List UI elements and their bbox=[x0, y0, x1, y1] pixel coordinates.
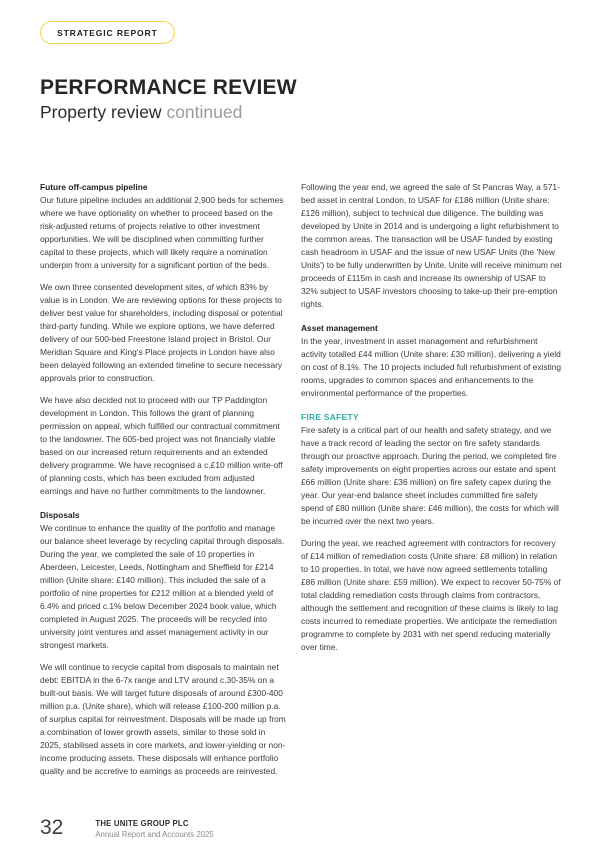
section-tag-label: STRATEGIC REPORT bbox=[57, 28, 158, 38]
paragraph: During the year, we reached agreement with contractors for recovery of £14 million of remediation costs (Unite share: £8 million) in relation to 10 properties. In total, we have now agreed settlements totalling £86 million (Unite share: £59 million). We expect to recover 50-75% of total cladding remediation costs through claims from contractors, although the settlement and recognition of these claims is likely to lag costs incurred to remediate properties. We anticipate the remediation programme to complete by 2031 with net spend reducing materially over time. bbox=[301, 538, 561, 652]
page-subtitle-main: Property review bbox=[40, 102, 162, 122]
page-subtitle-suffix: continued bbox=[161, 102, 243, 122]
section-heading: Disposals bbox=[40, 510, 80, 520]
page-subtitle bbox=[40, 102, 242, 123]
section-heading: Asset management bbox=[301, 323, 378, 333]
section-tag-pill bbox=[40, 21, 175, 44]
body-columns bbox=[40, 181, 562, 787]
page-footer bbox=[40, 817, 214, 839]
paragraph: We will continue to recycle capital from disposals to maintain net debt: EBITDA in the 6-7x range and LTV around c.30-35% on a built-out basis. We will target future disposals of around £300-400 million p.a. (Unite share), which will release £100-200 million p.a. of surplus capital for reinvestment. Disposals will be made up from a combination of lower growth assets, similar to those sold in 2025, stabilised assets in core markets, and lower-yielding or non-income producing assets. These disposals will enhance portfolio quality and be accretive to earnings as proceeds are reinvested. bbox=[40, 662, 286, 776]
paragraph: We continue to enhance the quality of the portfolio and manage our balance sheet leverage by recycling capital through disposals. During the year, we completed the sale of 10 properties in Aberdeen, Leicester, Leeds, Nottingham and Sheffield for £214 million (Unite share: £140 million). This included the sale of a portfolio of nine properties for £212 million at a blended yield of 6.4% and priced c.1% below December 2024 book value, which completed in August 2025. The proceeds will be recycled into university joint ventures and asset management activity in our strongest markets. bbox=[40, 523, 285, 650]
footer-report-name: Annual Report and Accounts 2025 bbox=[95, 830, 214, 839]
left-column bbox=[40, 181, 288, 787]
paragraph: Fire safety is a critical part of our health and safety strategy, and we have a track record of leading the sector on fire safety standards through our proactive approach. During the period, we completed fire safety improvements on eight properties across our estate and spent £66 million (Unite share: £36 million) on fire safety capex during the year. Our year-end balance sheet includes committed fire safety spend of £80 million (Unite share: £46 million), the costs for which will be incurred over the next two years. bbox=[301, 425, 559, 526]
section-heading: Future off-campus pipeline bbox=[40, 182, 148, 192]
paragraph: Following the year end, we agreed the sale of St Pancras Way, a 571-bed asset in central London, to USAF for £186 million (Unite share: £126 million), subject to technical due diligence. The building was developed by Unite in 2014 and is undergoing a light refurbishment to the common areas. The transaction will be USAF funded by existing cash headroom in USAF and the issue of new USAF Units (the 'New Units') to be fully underwritten by Unite. Unite will receive minimum net proceeds of £115m in cash and increase its ownership of USAF to 32% subject to USAF investors choosing to take-up their pre-emption rights. bbox=[301, 182, 562, 309]
footer-company-name: THE UNITE GROUP PLC bbox=[95, 819, 189, 828]
paragraph: We have also decided not to proceed with our TP Paddington development in London. This follows the grant of planning permission on appeal, which fulfilled our contractual commitment to the landowner. The 605-bed project was not financially viable based on our increased return requirements and an extended delivery programme. We have recognised a c.£10 million write-off of planning costs, which has been excluded from adjusted earnings and have no further commitments to the landowner. bbox=[40, 395, 283, 496]
paragraph: In the year, investment in asset management and refurbishment activity totalled £44 million (Unite share: £30 million), delivering a yield on cost of 8.1%. The 10 projects included full refurbishment of existing rooms, upgrades to common spaces and enhancements to the environmental performance of the properties. bbox=[301, 336, 562, 398]
footer-text-block bbox=[95, 817, 213, 839]
paragraph: We own three consented development sites, of which 83% by value is in London. We are reviewing options for these projects to deliver best value for shareholders, including disposal or potential third-party funding. While we explore options, we have deferred delivery of our 500-bed Freestone Island project in Bristol. Our Meridian Square and King's Place projects in London have also been delayed following an extended timeline to secure necessary approvals prior to construction. bbox=[40, 282, 283, 383]
right-column bbox=[301, 181, 562, 663]
paragraph: Our future pipeline includes an additional 2,900 beds for schemes where we have optionality on whether to proceed based on the risk-adjusted returns of projects relative to other investment opportunities. We will be disciplined when committing further capital to these projects, which will likely require a nomination underpin from a university for a significant portion of the beds. bbox=[40, 195, 284, 270]
fire-safety-accent-heading: FIRE SAFETY bbox=[301, 412, 359, 422]
page-title: PERFORMANCE REVIEW bbox=[40, 76, 297, 99]
page-number: 32 bbox=[40, 816, 64, 839]
